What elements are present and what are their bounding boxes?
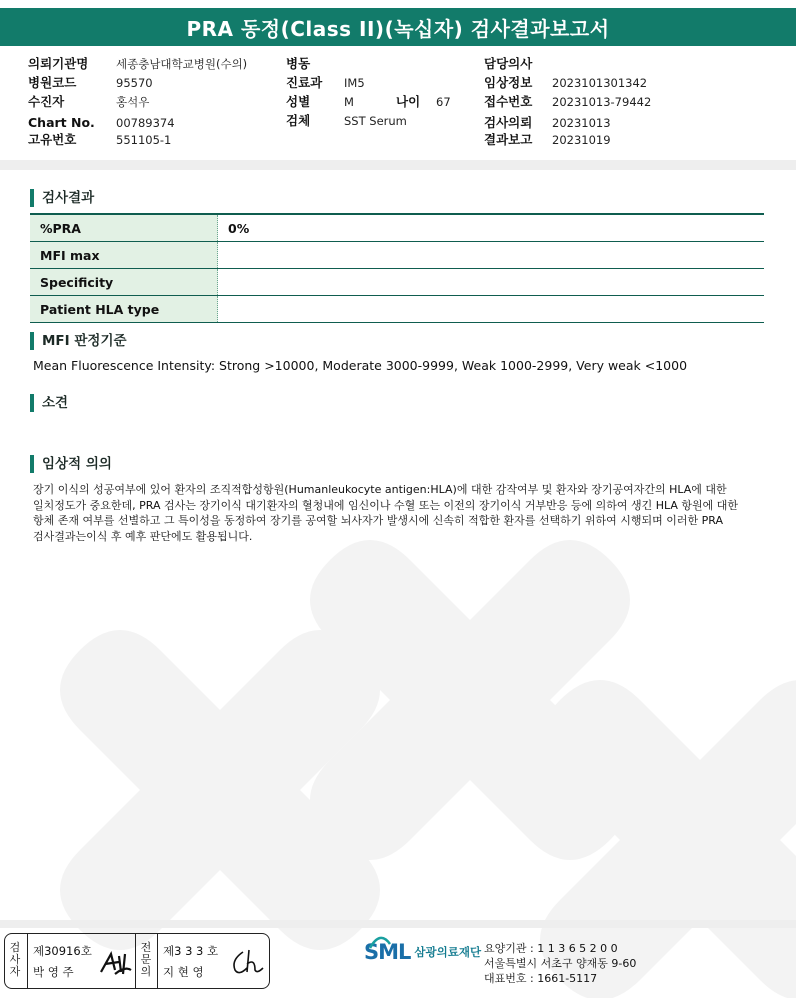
paragraph-line: 장기 이식의 성공여부에 있어 환자의 조직적합성항원(Humanleukocyte antigen:HLA)에 대한 감작여부 및 환자와 장기공여자간의 HLA에 대한 (33, 483, 727, 496)
specialist-name: 지 현 영 (163, 965, 204, 979)
age-value: 67 (436, 95, 451, 109)
specialist-vertical-label: 전 문 의 (140, 941, 152, 978)
result-value (218, 269, 765, 296)
address: 서울특별시 서초구 양재동 9-60 (484, 957, 637, 970)
result-label: %PRA (30, 214, 218, 242)
signature-box (4, 933, 270, 989)
specialist-signature (229, 946, 265, 978)
logo-mark-icon (366, 932, 394, 958)
table-row (30, 269, 764, 296)
result-label: Specificity (30, 269, 218, 296)
clinical-significance-text (33, 482, 748, 544)
clinical-info-label: 임상정보 (484, 75, 533, 90)
age-label: 나이 (396, 94, 421, 109)
result-value (218, 296, 765, 323)
chart-no-value: 00789374 (116, 116, 175, 130)
results-table (30, 213, 764, 323)
patient-name-value: 홍석우 (116, 95, 150, 109)
phone-number: 대표번호 : 1661-5117 (484, 972, 598, 985)
paragraph-line: 검사결과는이식 후 예후 판단에도 활용됩니다. (33, 529, 253, 543)
mfi-criteria-text: Mean Fluorescence Intensity: Strong >10000, Moderate 3000-9999, Weak 1000-2999, Very weak <1000 (33, 358, 688, 373)
examiner-signature (97, 948, 133, 978)
result-label: Patient HLA type (30, 296, 218, 323)
result-value: 0% (218, 214, 765, 242)
results-section-title: 검사결과 (30, 189, 94, 207)
result-report-value: 20231019 (552, 133, 611, 147)
institution-code: 요양기관 : 1 1 3 6 5 2 0 0 (484, 942, 618, 955)
report-title: PRA 동정(Class II)(녹십자) 검사결과보고서 (0, 8, 796, 46)
hospital-code-label: 병원코드 (28, 75, 77, 90)
hospital-code-value: 95570 (116, 76, 153, 90)
physician-label: 담당의사 (484, 56, 533, 71)
result-value (218, 242, 765, 269)
examiner-license: 제30916호 (33, 944, 92, 958)
paragraph-line: 일치정도가 중요한데, PRA 검사는 장기이식 대기환자의 혈청내에 임신이나 수혈 또는 이전의 장기이식 거부반응 등에 의하여 생긴 HLA 항원에 대한 (33, 498, 739, 512)
contact-info (484, 941, 636, 986)
clinical-significance-title: 임상적 의의 (30, 455, 112, 473)
sex-label: 성별 (286, 94, 311, 109)
paragraph-line: 항체 존재 여부를 선별하고 그 특이성을 동정하여 장기를 공여할 뇌사자가 발생시에 신속히 적합한 환자를 선택하기 위하여 시행되며 이러한 PRA (33, 514, 723, 527)
patient-name-label: 수진자 (28, 94, 65, 109)
footer-divider (0, 920, 796, 928)
specimen-label: 검체 (286, 113, 311, 128)
table-row (30, 242, 764, 269)
institution-label: 의뢰기관명 (28, 56, 89, 71)
department-value: IM5 (344, 76, 365, 90)
institution-value: 세종충남대학교병원(수의) (116, 57, 248, 71)
section-divider (0, 160, 796, 170)
logo-org-name: 삼광의료재단 (414, 945, 482, 959)
result-label: MFI max (30, 242, 218, 269)
table-row (30, 214, 764, 242)
department-label: 진료과 (286, 75, 323, 90)
examiner-name: 박 영 주 (33, 965, 74, 979)
table-row (30, 296, 764, 323)
ward-label: 병동 (286, 56, 311, 71)
receipt-no-value: 20231013-79442 (552, 95, 652, 109)
sml-logo (364, 940, 481, 964)
logo-text: SML (364, 940, 411, 964)
clinical-info-value: 2023101301342 (552, 76, 648, 90)
unique-no-label: 고유번호 (28, 132, 77, 147)
test-request-value: 20231013 (552, 116, 611, 130)
findings-section-title: 소견 (30, 394, 68, 412)
specimen-value: SST Serum (344, 114, 407, 128)
test-request-label: 검사의뢰 (484, 115, 533, 130)
examiner-vertical-label: 검 사 자 (9, 941, 21, 978)
result-report-label: 결과보고 (484, 132, 533, 147)
unique-no-value: 551105-1 (116, 133, 172, 147)
specialist-license: 제3 3 3 호 (163, 944, 219, 958)
receipt-no-label: 접수번호 (484, 94, 533, 109)
chart-no-label: Chart No. (28, 115, 95, 130)
sex-value: M (344, 95, 354, 109)
mfi-section-title: MFI 판정기준 (30, 332, 127, 350)
